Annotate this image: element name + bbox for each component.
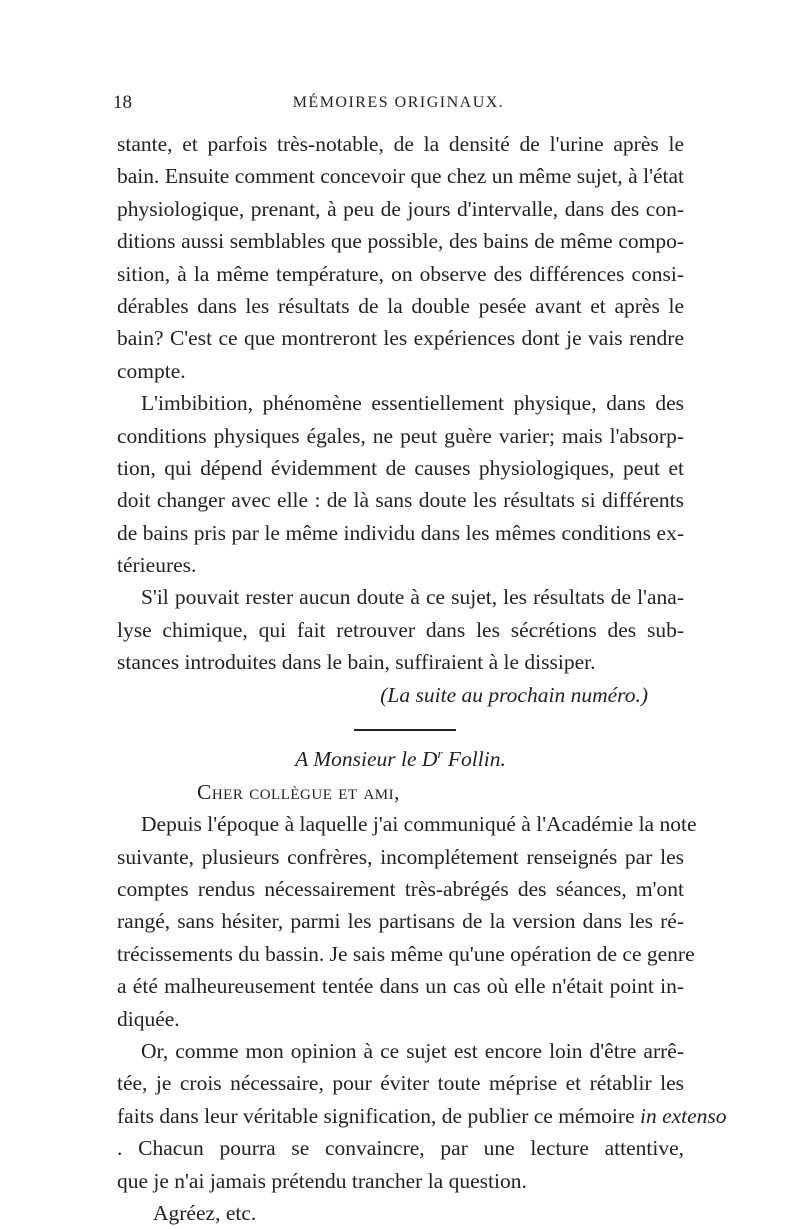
page-header <box>113 92 684 122</box>
text-line: ditions aussi semblables que possible, des bains de même compo- <box>117 229 684 254</box>
text-line: tion, qui dépend évidemment de causes physiologiques, peut et <box>117 455 684 480</box>
text-line: stances introduites dans le bain, suffiraient à le dissiper. <box>117 650 596 675</box>
text-line: S'il pouvait rester aucun doute à ce sujet, les résultats de l'ana- <box>141 585 684 610</box>
horizontal-rule <box>354 729 456 731</box>
heading-text: A Monsieur le D <box>295 747 438 772</box>
page-number: 18 <box>113 92 132 113</box>
text-line: trécissements du bassin. Je sais même qu'une opération de ce genre <box>117 941 695 966</box>
text-line: physiologique, prenant, à peu de jours d'intervalle, dans des con- <box>117 196 684 221</box>
body-text <box>117 128 727 1229</box>
text-line: doit changer avec elle : de là sans doute les résultats si différents <box>117 488 684 513</box>
text-line: a été malheureusement tentée dans un cas où elle n'était point in- <box>117 974 684 999</box>
text-line: suivante, plusieurs confrères, incomplétement renseignés par les <box>117 844 684 869</box>
text-line: diquée. <box>117 1006 180 1031</box>
continuation-note: (La suite au prochain numéro.) <box>380 682 648 707</box>
salutation: Cher collègue et ami, <box>197 779 400 804</box>
italic-text: in extenso <box>639 1103 727 1128</box>
heading-superscript: r <box>437 746 443 762</box>
text-line: tée, je crois nécessaire, pour éviter toute méprise et rétablir les <box>117 1071 684 1096</box>
text-line: L'imbibition, phénomène essentiellement physique, dans des <box>141 391 684 416</box>
text-line: conditions physiques égales, ne peut guère varier; mais l'absorp- <box>117 423 684 448</box>
text-line: dérables dans les résultats de la double pesée avant et après le <box>117 293 684 318</box>
letter-heading <box>117 743 684 775</box>
text-line: . Chacun pourra se convaincre, par une lecture attentive, <box>117 1136 684 1161</box>
text-line: bain. Ensuite comment concevoir que chez un même sujet, à l'état <box>117 164 684 189</box>
text-line: compte. <box>117 358 186 383</box>
text-span: faits dans leur véritable signification, de publier ce mémoire <box>117 1103 640 1128</box>
text-line: Depuis l'époque à laquelle j'ai communiqué à l'Académie la note <box>141 812 697 837</box>
text-line: que je n'ai jamais prétendu trancher la question. <box>117 1168 527 1193</box>
heading-name: Follin. <box>442 747 506 772</box>
closing: Agréez, etc. <box>153 1200 257 1225</box>
running-head: MÉMOIRES ORIGINAUX. <box>292 94 505 111</box>
text-line: lyse chimique, qui fait retrouver dans les sécrétions des sub- <box>117 617 684 642</box>
text-line: bain? C'est ce que montreront les expériences dont je vais rendre <box>117 326 684 351</box>
text-line: Or, comme mon opinion à ce sujet est encore loin d'être arrê- <box>141 1038 684 1063</box>
text-line: de bains pris par le même individu dans les mêmes conditions ex- <box>117 520 684 545</box>
text-line: térieures. <box>117 553 197 578</box>
text-line: stante, et parfois très-notable, de la densité de l'urine après le <box>117 132 684 156</box>
text-line: comptes rendus nécessairement très-abrégés des séances, m'ont <box>117 876 684 901</box>
text-line: rangé, sans hésiter, parmi les partisans de la version dans les ré- <box>117 909 684 934</box>
text-line: sition, à la même température, on observe des différences consi- <box>117 261 684 286</box>
text-line <box>117 1100 727 1132</box>
separator-row <box>117 711 684 743</box>
